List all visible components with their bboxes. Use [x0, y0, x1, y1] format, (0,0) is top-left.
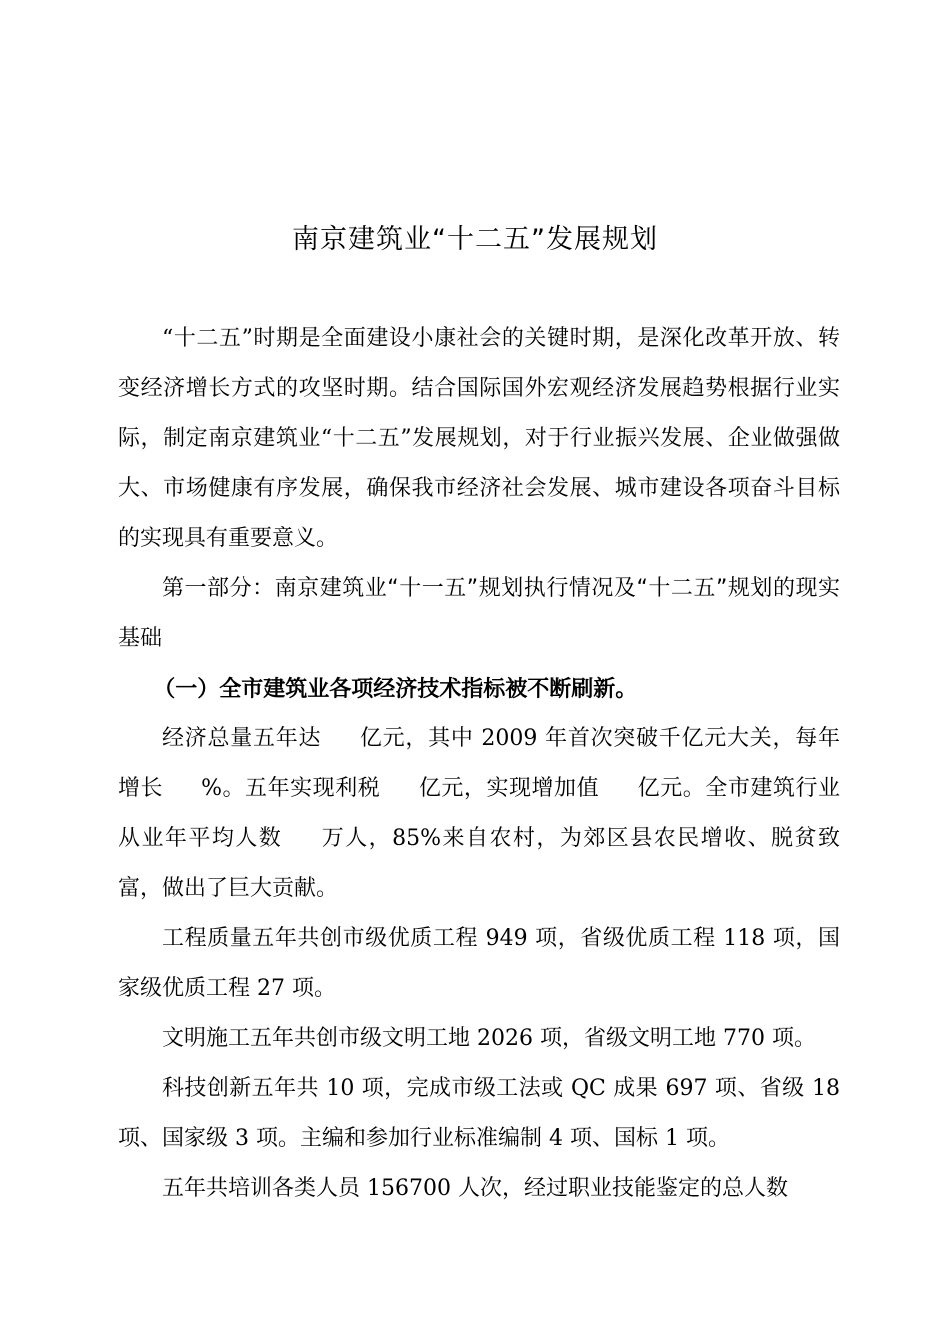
economy-text-5: 亿元。全市建筑行业从业年平均人数	[118, 776, 840, 851]
economy-paragraph	[118, 714, 840, 914]
intro-paragraph: “十二五”时期是全面建设小康社会的关键时期，是深化改革开放、转变经济增长方式的攻坚时期。结合国际国外宏观经济发展趋势根据行业实际，制定南京建筑业“十二五”发展规划，对于行业振兴发展、企业做强做大、市场健康有序发展，确保我市经济社会发展、城市建设各项奋斗目标的实现具有重要意义。	[118, 326, 840, 551]
economy-text-3: %。五年实现利税	[201, 776, 381, 801]
quality-paragraph: 工程质量五年共创市级优质工程 949 项，省级优质工程 118 项，国家级优质工程 27 项。	[118, 926, 840, 1001]
economy-text-6: 万人，85%来自农村，为郊区县农民增收、脱贫致富，做出了巨大贡献。	[118, 826, 840, 901]
economy-text-2: 亿元，其中 2009 年首次突破千亿元大关，每年增长	[118, 726, 840, 801]
document-title: 南京建筑业“十二五”发展规划	[292, 224, 658, 255]
economy-text-1: 经济总量五年达	[162, 726, 322, 751]
civilized-construction-paragraph: 文明施工五年共创市级文明工地 2026 项，省级文明工地 770 项。	[162, 1026, 816, 1051]
document-body	[118, 314, 840, 1214]
economy-text-4: 亿元，实现增加值	[418, 776, 600, 801]
part1-heading: 第一部分：南京建筑业“十一五”规划执行情况及“十二五”规划的现实基础	[118, 576, 840, 651]
section1-heading: （一）全市建筑业各项经济技术指标被不断刷新。	[153, 676, 638, 702]
innovation-paragraph: 科技创新五年共 10 项，完成市级工法或 QC 成果 697 项、省级 18 项、国家级 3 项。主编和参加行业标准编制 4 项、国标 1 项。	[118, 1076, 840, 1151]
training-paragraph: 五年共培训各类人员 156700 人次，经过职业技能鉴定的总人数	[162, 1176, 788, 1201]
